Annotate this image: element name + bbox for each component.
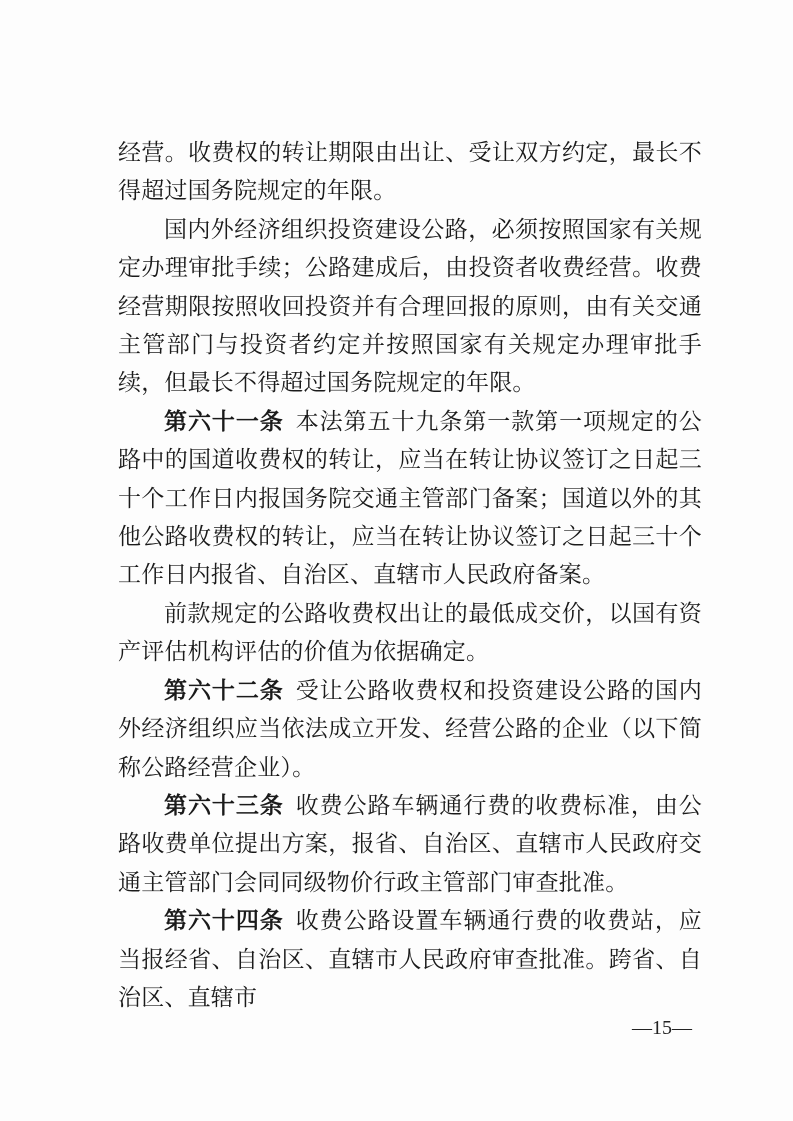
paragraph-2 [118, 211, 702, 403]
article-61 [118, 403, 702, 595]
article-63-text: 收费公路车辆通行费的收费标准，由公路收费单位提出方案，报省、自治区、直辖市人民政府交通主管部门会同同级物价行政主管部门审查批准。 [118, 792, 702, 896]
article-63-heading: 第六十三条 [164, 792, 284, 819]
article-64-heading: 第六十四条 [164, 908, 284, 935]
document-body [118, 134, 702, 1017]
article-64-text: 收费公路设置车辆通行费的收费站，应当报经省、自治区、直辖市人民政府审查批准。跨省、自治区、直辖市 [118, 908, 702, 1011]
article-63 [118, 787, 702, 902]
page-number: —15— [632, 1017, 692, 1039]
article-61-text: 本法第五十九条第一款第一项规定的公路中的国道收费权的转让，应当在转让协议签订之日起三十个工作日内报国务院交通主管部门备案；国道以外的其他公路收费权的转让，应当在转让协议签订之日起三十个工作日内报省、自治区、直辖市人民政府备案。 [118, 408, 702, 589]
article-62-text: 受让公路收费权和投资建设公路的国内外经济组织应当依法成立开发、经营公路的企业（以下简称公路经营企业）。 [118, 677, 702, 781]
article-61-heading: 第六十一条 [164, 408, 284, 435]
paragraph-2-text: 国内外经济组织投资建设公路，必须按照国家有关规定办理审批手续；公路建成后，由投资者收费经营。收费经营期限按照收回投资并有合理回报的原则，由有关交通主管部门与投资者约定并按照国家有关规定办理审批手续，但最长不得超过国务院规定的年限。 [118, 216, 702, 397]
paragraph-1-text: 经营。收费权的转让期限由出让、受让双方约定，最长不得超过国务院规定的年限。 [118, 140, 702, 205]
paragraph-4-text: 前款规定的公路收费权出让的最低成交价，以国有资产评估机构评估的价值为依据确定。 [118, 600, 702, 666]
article-62-heading: 第六十二条 [164, 677, 284, 704]
article-62 [118, 672, 702, 787]
article-64 [118, 902, 702, 1017]
paragraph-4 [118, 595, 702, 672]
paragraph-1 [118, 134, 702, 211]
